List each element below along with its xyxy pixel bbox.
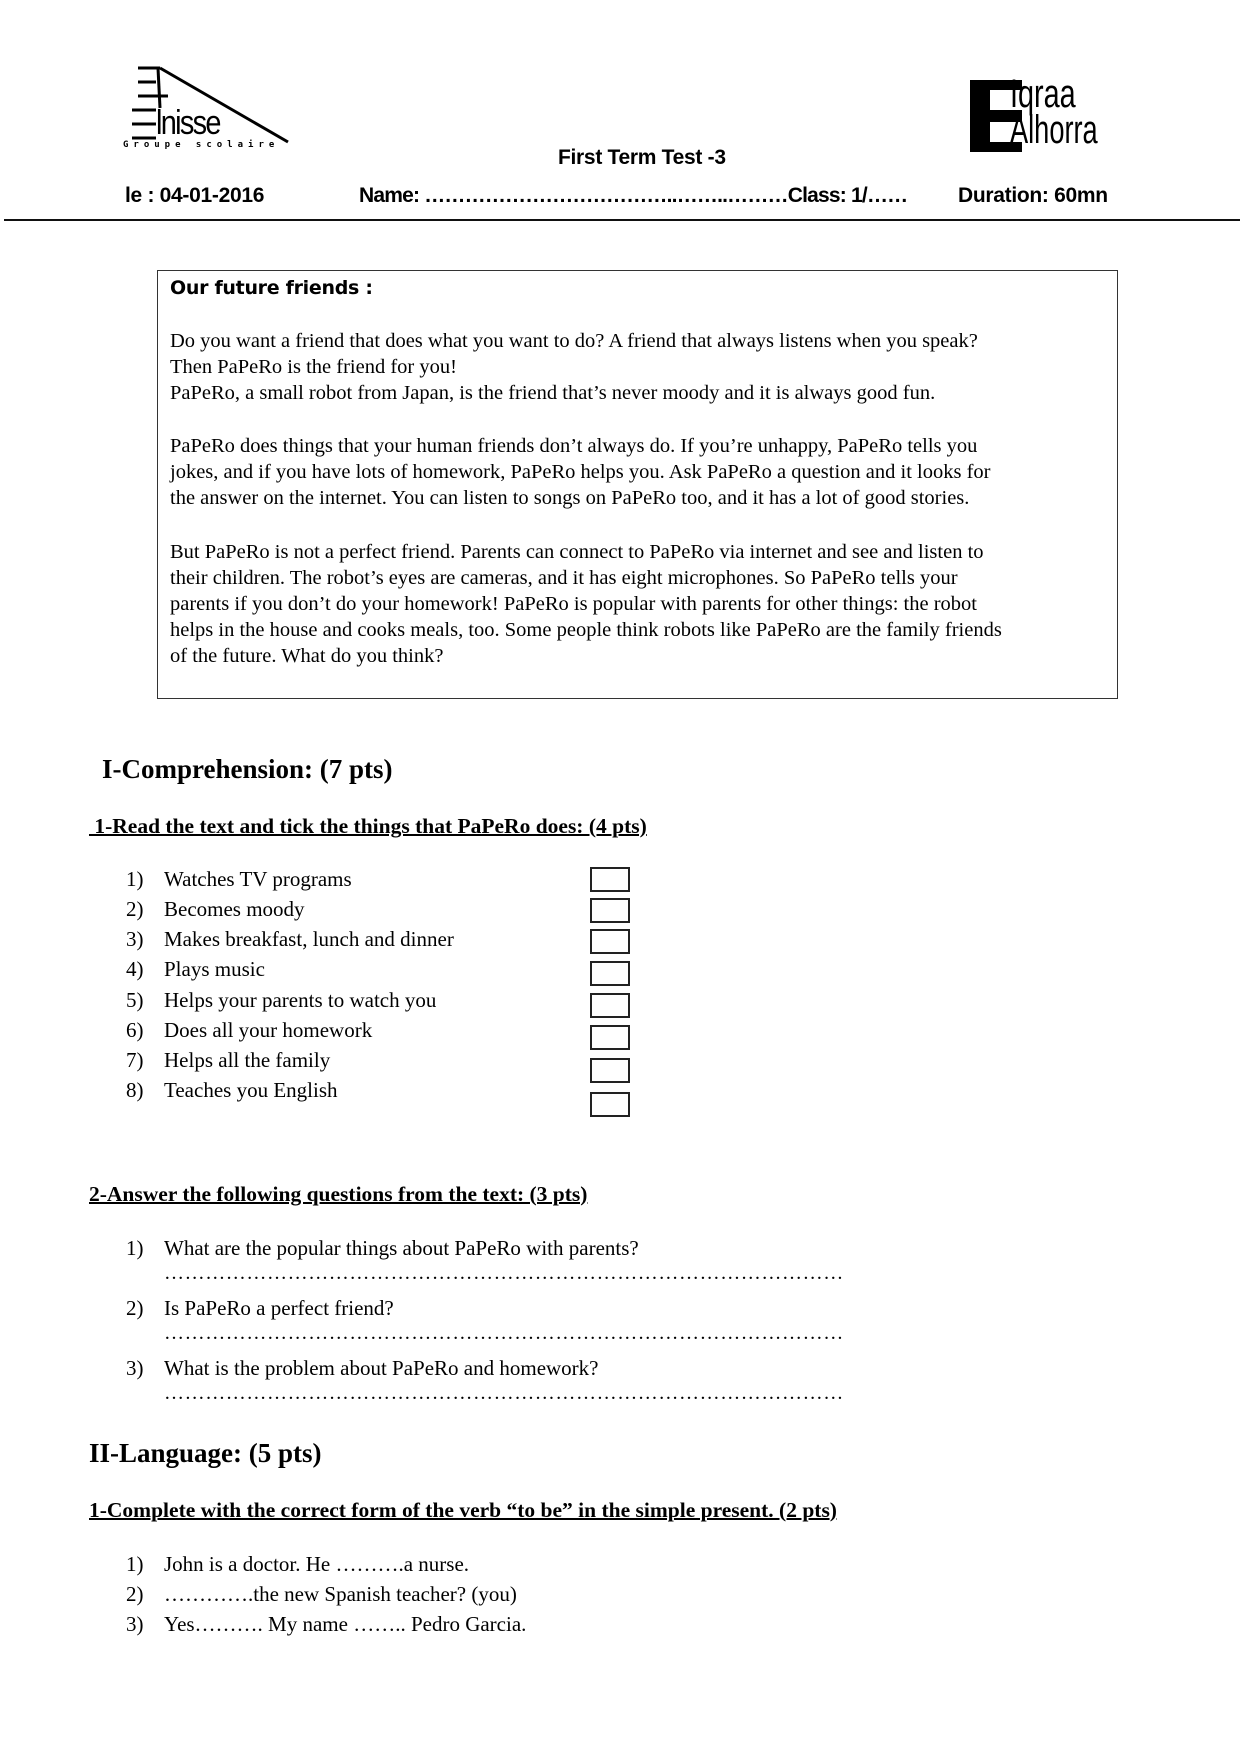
tick-checkbox[interactable] [590,867,630,892]
question-text: Is PaPeRo a perfect friend? [164,1296,394,1320]
item-text: Does all your homework [164,1018,373,1042]
tick-checkbox[interactable] [590,1058,630,1083]
passage-line: jokes, and if you have lots of homework, PaPeRo helps you. Ask PaPeRo a question and it looks for [170,461,991,483]
question-text: What are the popular things about PaPeRo with parents? [164,1236,639,1260]
tick-checkbox[interactable] [590,898,630,923]
item-number: 8) [126,1078,144,1102]
passage-line: PaPeRo does things that your human friends don’t always do. If you’re unhappy, PaPeRo tells you [170,435,978,457]
logo-right-line1: Iqraa [1010,72,1076,116]
elnisse-logo [120,64,295,156]
item-text: John is a doctor. He ……….a nurse. [164,1552,470,1576]
passage-line: parents if you don’t do your homework! PaPeRo is popular with parents for other things: the robot [170,593,977,615]
item-number: 2) [126,897,144,921]
passage-line: of the future. What do you think? [170,645,444,667]
passage-line: PaPeRo, a small robot from Japan, is the friend that’s never moody and it is always good fun. [170,382,936,404]
tick-checkbox[interactable] [590,929,630,954]
item-text: Yes………. My name …….. Pedro Garcia. [164,1612,527,1636]
tick-checkbox[interactable] [590,1025,630,1050]
reading-passage-box [157,270,1118,699]
item-number: 5) [126,988,144,1012]
logo-right-line2: Alhorra [1010,108,1098,152]
test-date: le : 04-01-2016 [125,184,265,207]
comprehension-heading: I-Comprehension: (7 pts) [102,754,393,784]
header-divider [4,219,1240,221]
tick-checkbox[interactable] [590,961,630,986]
item-number: 6) [126,1018,144,1042]
passage-line: their children. The robot’s eyes are cameras, and it has eight microphones. So PaPeRo tells your [170,567,958,589]
tick-checkbox[interactable] [590,993,630,1018]
item-number: 7) [126,1048,144,1072]
question-number: 1) [126,1236,144,1260]
item-text: Plays music [164,957,265,981]
item-number: 1) [126,1552,144,1576]
item-text: Helps all the family [164,1048,331,1072]
item-text: Makes breakfast, lunch and dinner [164,927,454,951]
passage-line: But PaPeRo is not a perfect friend. Parents can connect to PaPeRo via internet and see and listen to [170,541,984,563]
passage-line: Do you want a friend that does what you want to do? A friend that always listens when you speak? [170,330,978,352]
item-number: 1) [126,867,144,891]
tick-checkbox[interactable] [590,1092,630,1117]
item-text: Watches TV programs [164,867,352,891]
name-class-field[interactable]: Name: ………………………………..……..………Class: 1/…… [359,184,908,207]
test-duration: Duration: 60mn [958,184,1108,207]
question-number: 2) [126,1296,144,1320]
passage-line: helps in the house and cooks meals, too. Some people think robots like PaPeRo are the family friends [170,619,1002,641]
question-number: 3) [126,1356,144,1380]
answer-line[interactable]: ……………………………………………………………………………………… [164,1322,844,1344]
item-number: 3) [126,1612,144,1636]
task2-heading: 2-Answer the following questions from the text: (3 pts) [89,1182,588,1206]
passage-title: Our future friends : [170,277,373,299]
item-text: Becomes moody [164,897,305,921]
item-number: 3) [126,927,144,951]
item-number: 2) [126,1582,144,1606]
passage-line: Then PaPeRo is the friend for you! [170,356,457,378]
language-task1-heading: 1-Complete with the correct form of the verb “to be” in the simple present. (2 pts) [89,1498,837,1522]
iqraa-alhorra-logo [968,72,1118,158]
test-title: First Term Test -3 [558,146,726,169]
item-text: Teaches you English [164,1078,338,1102]
answer-line[interactable]: ……………………………………………………………………………………… [164,1262,844,1284]
logo-left-subtitle: Groupe scolaire [123,140,280,150]
logo-left-name: lnisse [156,104,220,142]
item-number: 4) [126,957,144,981]
question-text: What is the problem about PaPeRo and homework? [164,1356,599,1380]
answer-line[interactable]: ……………………………………………………………………………………… [164,1382,844,1404]
passage-line: the answer on the internet. You can listen to songs on PaPeRo too, and it has a lot of good stories. [170,487,970,509]
language-heading: II-Language: (5 pts) [89,1438,322,1468]
item-text: ………….the new Spanish teacher? (you) [164,1582,517,1606]
task1-heading: 1-Read the text and tick the things that PaPeRo does: (4 pts) [89,814,647,838]
item-text: Helps your parents to watch you [164,988,437,1012]
